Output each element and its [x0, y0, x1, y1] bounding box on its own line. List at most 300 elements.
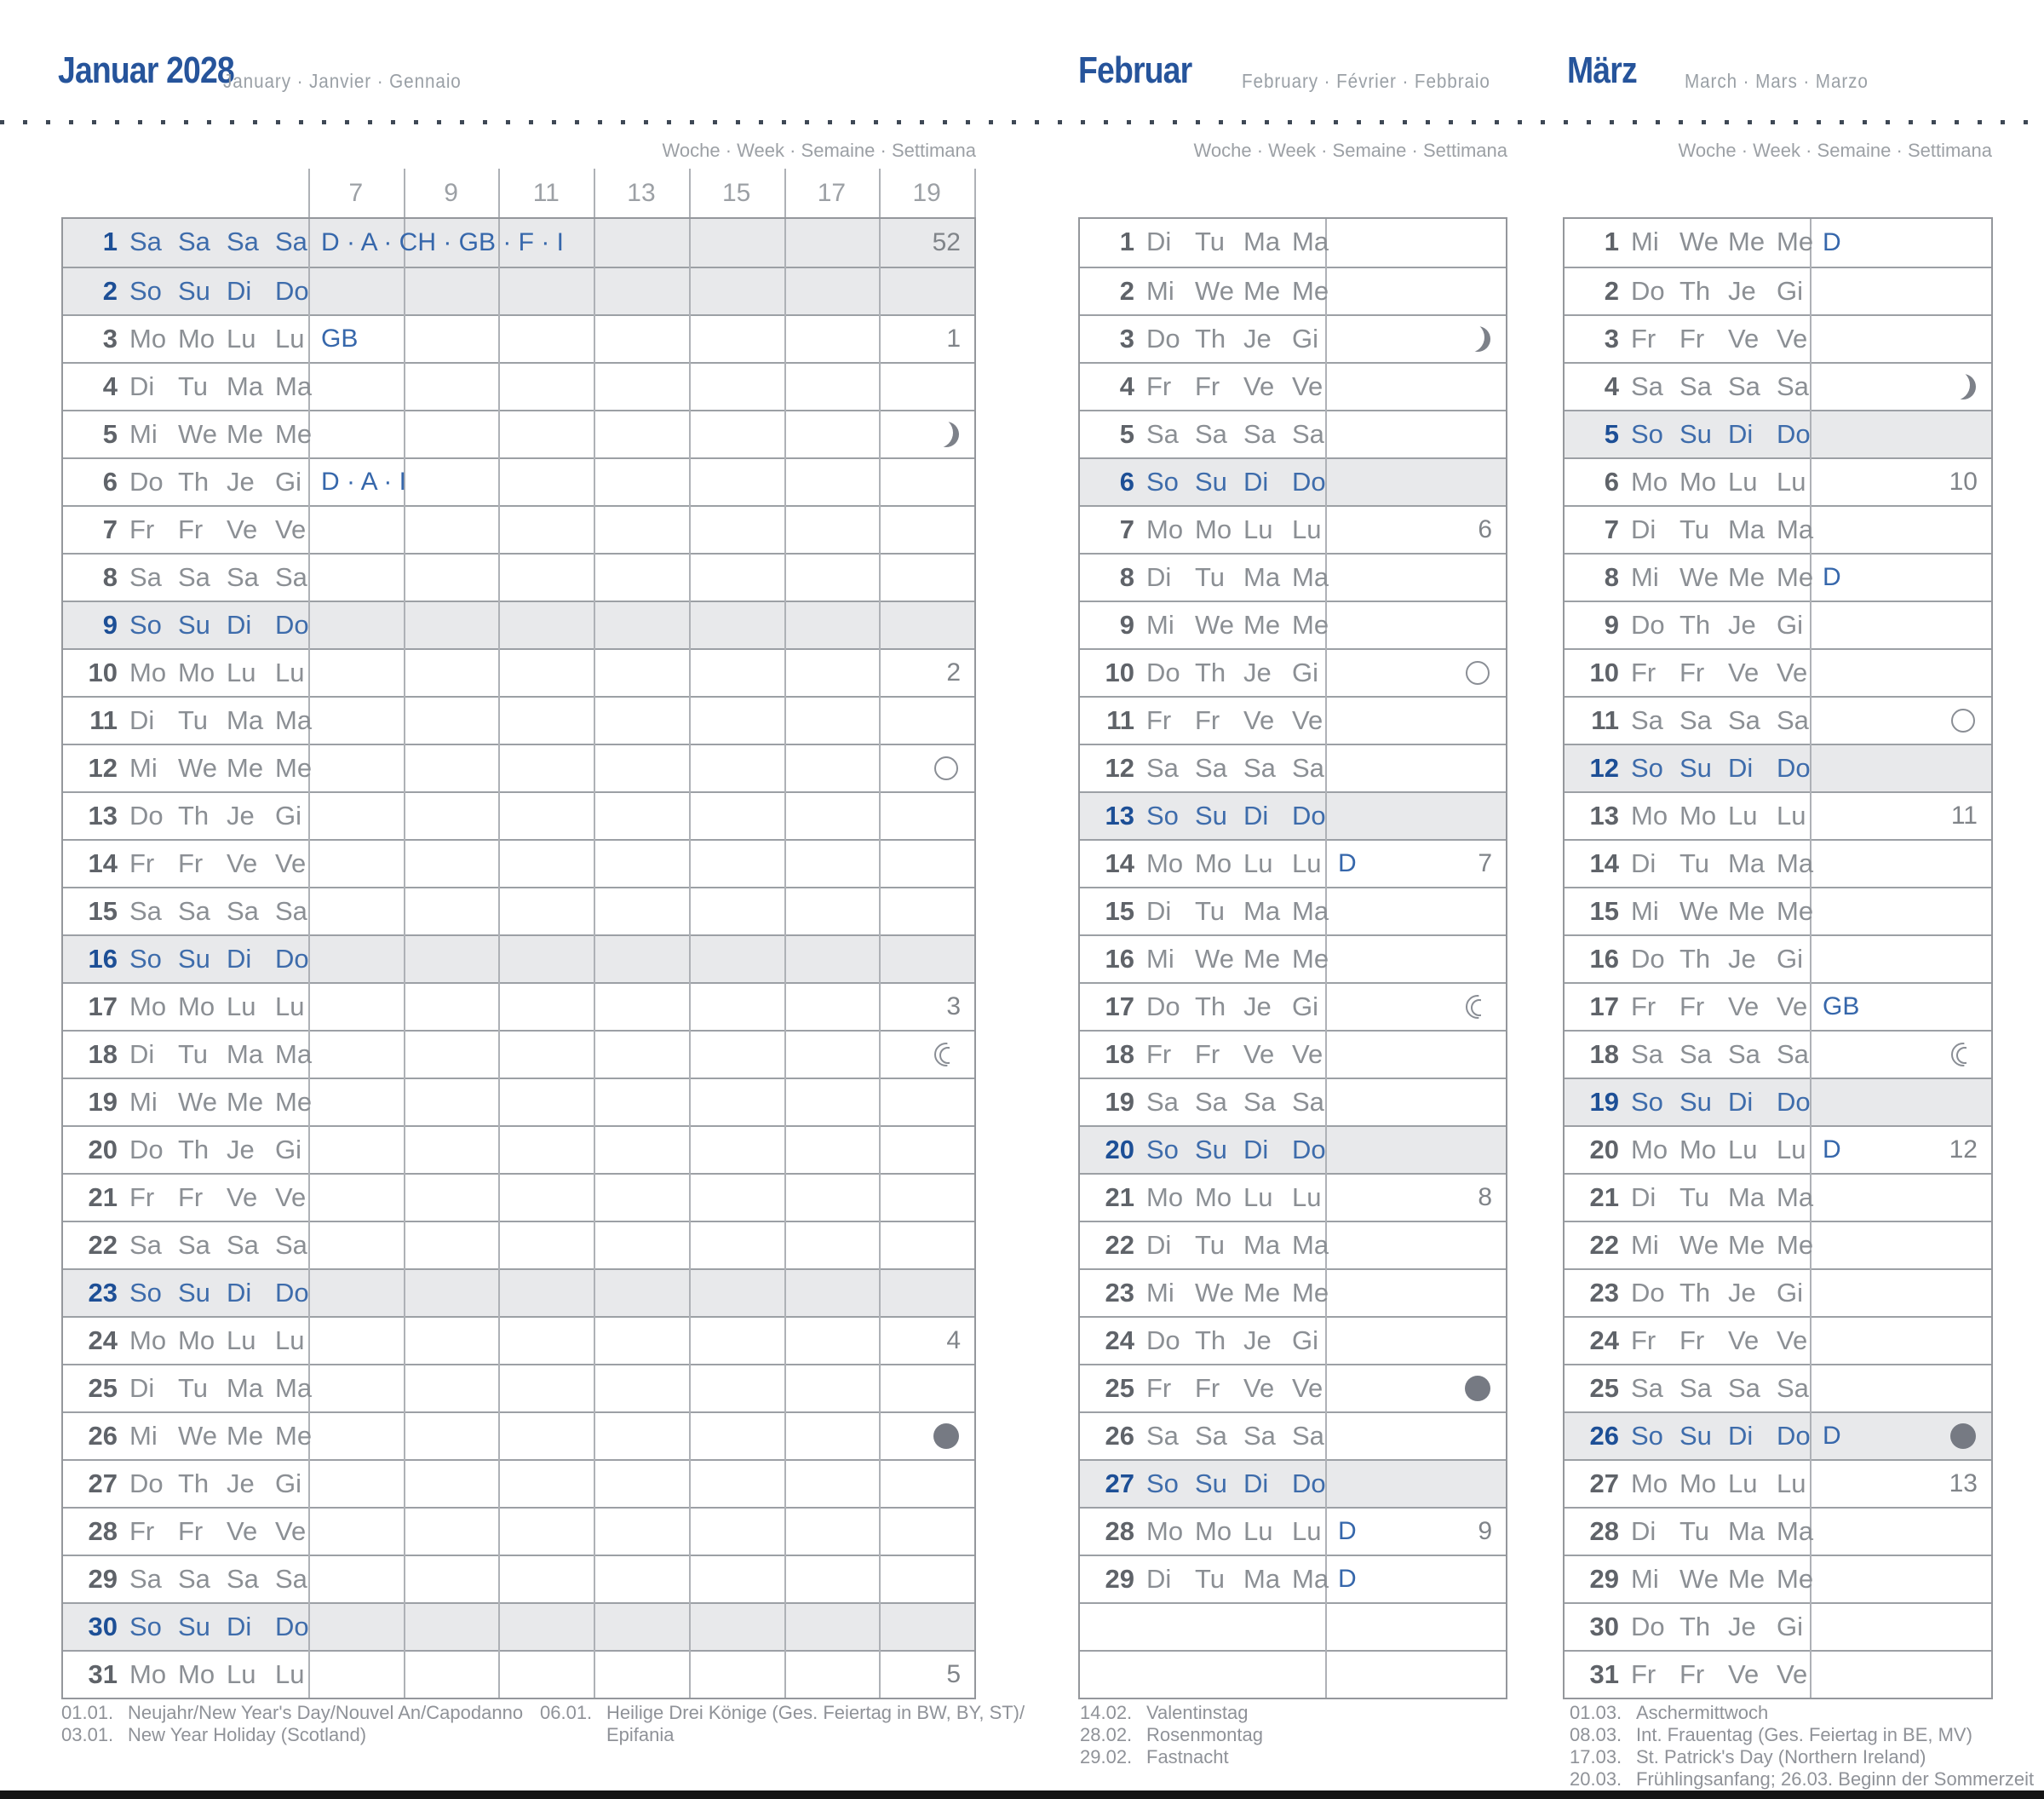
weekday-label: Fr — [1679, 658, 1705, 687]
weekday-label: Do — [129, 801, 164, 831]
weekday-label: Di — [1243, 1469, 1269, 1498]
weekday-label: Sa — [1679, 705, 1712, 735]
weekday-label: Ve — [275, 848, 307, 878]
weekday-label: Sa — [1195, 1087, 1227, 1117]
day-note-cell — [1325, 411, 1506, 457]
day-number: 21 — [88, 1182, 118, 1212]
calendar-day-row — [1080, 1316, 1506, 1364]
weekday-label: Ve — [1728, 991, 1760, 1021]
weekday-label: Je — [1243, 324, 1272, 353]
weekday-label: Th — [1679, 944, 1711, 974]
weekday-label: Je — [1728, 610, 1756, 640]
weekday-label: Do — [1292, 801, 1326, 831]
weekday-label: Do — [275, 1612, 309, 1641]
day-note-cell — [1325, 1079, 1506, 1125]
weekday-label: Sa — [178, 227, 210, 256]
calendar-day-row — [1080, 601, 1506, 648]
day-number: 20 — [88, 1135, 118, 1164]
weekday-label: Me — [227, 753, 264, 783]
calendar-day-row — [1080, 648, 1506, 696]
weekday-label: Lu — [1728, 801, 1758, 831]
weekday-label: Lu — [1243, 514, 1273, 544]
day-note-cell — [308, 698, 974, 744]
footnote-text: Neujahr/New Year's Day/Nouvel An/Capodanno — [128, 1702, 524, 1723]
weekday-label: Mo — [129, 324, 167, 353]
weekday-label: Sa — [1728, 1373, 1760, 1403]
weekday-label: Ma — [1243, 896, 1281, 926]
weekday-label: Me — [1777, 562, 1814, 592]
calendar-day-row — [1565, 887, 1991, 934]
weekday-label: Sa — [275, 562, 307, 592]
weekday-label: Lu — [1777, 467, 1806, 497]
weekday-label: Lu — [227, 991, 256, 1021]
weekday-label: We — [178, 419, 217, 449]
calendar-day-row — [63, 1364, 974, 1411]
weekday-label: Do — [1146, 658, 1180, 687]
day-note-cell — [1325, 650, 1506, 696]
weekday-label: Th — [1679, 610, 1711, 640]
calendar-day-row — [1565, 1602, 1991, 1650]
footnote — [61, 1724, 523, 1746]
holiday-country-codes: D — [1823, 563, 1841, 591]
day-note-cell — [308, 841, 974, 887]
day-number: 6 — [1604, 467, 1619, 497]
day-number: 20 — [1105, 1135, 1134, 1164]
weekday-label: Di — [227, 944, 252, 974]
weekday-label: Do — [275, 610, 309, 640]
calendar-day-row — [63, 791, 974, 839]
weekday-label: Lu — [1243, 1516, 1273, 1546]
weekday-label: Sa — [227, 896, 259, 926]
weekday-label: Lu — [275, 1659, 305, 1689]
weekday-label: Me — [1292, 944, 1329, 974]
day-number: 2 — [1604, 276, 1619, 306]
weekday-label: Do — [129, 1135, 164, 1164]
calendar-day-row — [1565, 744, 1991, 791]
weekday-label: Th — [1195, 991, 1226, 1021]
holiday-country-codes: D — [1338, 1565, 1357, 1593]
footnote-date: 20.03. — [1570, 1768, 1622, 1790]
weekday-label: Je — [1728, 944, 1756, 974]
footnote — [1570, 1768, 2034, 1790]
calendar-day-row — [1080, 267, 1506, 314]
weekday-label: Sa — [227, 227, 259, 256]
day-number: 10 — [1589, 658, 1619, 687]
calendar-day-row — [63, 1316, 974, 1364]
footnote-text: Epifania — [606, 1724, 675, 1745]
holiday-country-codes: GB — [321, 325, 359, 353]
week-number: 11 — [1950, 802, 1978, 830]
day-note-cell — [308, 219, 974, 267]
calendar-day-row — [1080, 457, 1506, 505]
weekday-label: We — [178, 1087, 217, 1117]
day-note-cell — [1325, 1365, 1506, 1411]
day-number: 23 — [1105, 1278, 1134, 1308]
month-title-february: Februar — [1078, 49, 1192, 91]
weekday-label: Do — [1146, 324, 1180, 353]
weekday-label: Mo — [1631, 467, 1668, 497]
day-note-cell — [308, 1032, 974, 1078]
week-number: 3 — [946, 992, 961, 1020]
weekday-label: Su — [178, 276, 210, 306]
weekday-label: Ma — [1728, 1182, 1766, 1212]
weekday-label: Gi — [275, 467, 301, 497]
weekday-label: Th — [1679, 1278, 1711, 1308]
weekday-label: Lu — [1777, 1469, 1806, 1498]
day-note-cell — [1325, 1509, 1506, 1555]
weekday-label: Th — [178, 801, 210, 831]
day-number: 9 — [102, 610, 118, 640]
new-moon-icon — [1463, 1374, 1492, 1403]
weekday-label: Mo — [178, 324, 215, 353]
weekday-label: Mo — [1679, 1469, 1717, 1498]
day-note-cell — [1810, 602, 1991, 648]
calendar-day-row — [63, 887, 974, 934]
week-number: 4 — [946, 1326, 961, 1354]
week-header-january: Woche · Week · Semaine · Settimana — [662, 140, 976, 161]
day-note-cell — [1810, 1604, 1991, 1650]
calendar-day-row — [1080, 744, 1506, 791]
weekday-label: Ve — [227, 514, 258, 544]
day-number: 12 — [88, 753, 118, 783]
day-note-cell — [308, 1079, 974, 1125]
weekday-label: Mi — [1146, 944, 1174, 974]
week-number: 52 — [932, 228, 961, 256]
weekday-label: Sa — [1728, 705, 1760, 735]
weekday-label: Di — [227, 276, 252, 306]
week-number: 5 — [946, 1660, 961, 1688]
day-number: 31 — [88, 1659, 118, 1689]
weekday-label: Ve — [1292, 1039, 1323, 1069]
calendar-day-row — [1080, 553, 1506, 601]
weekday-label: Sa — [1777, 1039, 1809, 1069]
weekday-label: Tu — [1679, 514, 1710, 544]
day-note-cell — [1325, 984, 1506, 1030]
calendar-day-row — [1565, 1411, 1991, 1459]
weekday-label: Me — [1728, 1230, 1766, 1260]
weekday-label: Sa — [1728, 1039, 1760, 1069]
day-number: 13 — [1105, 801, 1134, 831]
calendar-day-row — [63, 362, 974, 410]
hour-header-label: 15 — [722, 179, 751, 207]
calendar-day-row — [1080, 1125, 1506, 1173]
footnote — [1080, 1724, 1263, 1746]
weekday-label: Ma — [1243, 227, 1281, 256]
weekday-label: Mo — [1146, 514, 1184, 544]
weekday-label: Lu — [1777, 801, 1806, 831]
weekday-label: Do — [1631, 1612, 1665, 1641]
weekday-label: Me — [1728, 562, 1766, 592]
footnote-text: New Year Holiday (Scotland) — [128, 1724, 367, 1745]
day-note-cell — [1810, 1413, 1991, 1459]
weekday-label: Mo — [1631, 1469, 1668, 1498]
day-number: 24 — [1105, 1325, 1134, 1355]
weekday-label: So — [129, 944, 162, 974]
weekday-label: Fr — [129, 848, 155, 878]
weekday-label: Fr — [1631, 324, 1656, 353]
weekday-label: Mo — [129, 991, 167, 1021]
day-note-cell — [1325, 1461, 1506, 1507]
day-number: 12 — [1105, 753, 1134, 783]
weekday-label: Su — [1195, 467, 1227, 497]
weekday-label: We — [1195, 610, 1234, 640]
waxing-moon-icon — [1949, 372, 1978, 401]
calendar-day-row — [1080, 1602, 1506, 1650]
week-number: 2 — [946, 658, 961, 687]
weekday-label: Ve — [227, 848, 258, 878]
weekday-label: Do — [129, 1469, 164, 1498]
weekday-label: Fr — [1631, 1325, 1656, 1355]
weekday-label: Ve — [275, 514, 307, 544]
day-number: 22 — [1105, 1230, 1134, 1260]
weekday-label: Gi — [1777, 276, 1803, 306]
weekday-label: Tu — [1195, 1230, 1226, 1260]
day-note-cell — [1325, 316, 1506, 362]
weekday-label: Je — [1728, 276, 1756, 306]
weekday-label: Do — [1292, 1469, 1326, 1498]
day-number: 4 — [102, 371, 118, 401]
calendar-day-row — [1565, 314, 1991, 362]
day-number: 21 — [1105, 1182, 1134, 1212]
weekday-label: Sa — [129, 227, 162, 256]
weekday-label: Tu — [1679, 1182, 1710, 1212]
day-number: 1 — [1604, 227, 1619, 256]
weekday-label: Fr — [1631, 1659, 1656, 1689]
day-note-cell — [1810, 1222, 1991, 1268]
day-number: 15 — [1105, 896, 1134, 926]
weekday-label: Gi — [1292, 658, 1318, 687]
weekday-label: Sa — [1243, 1421, 1276, 1451]
footnote — [1570, 1724, 2034, 1746]
full-moon-icon — [932, 754, 961, 783]
day-number: 2 — [102, 276, 118, 306]
weekday-label: Fr — [1631, 658, 1656, 687]
day-number: 19 — [1589, 1087, 1619, 1117]
weekday-label: Di — [1631, 1182, 1656, 1212]
calendar-day-row — [1080, 314, 1506, 362]
weekday-label: Me — [275, 753, 313, 783]
weekday-label: Fr — [1679, 324, 1705, 353]
footnote-date: 01.01. — [61, 1702, 114, 1723]
hour-header-label: 11 — [532, 179, 560, 207]
day-number: 16 — [1589, 944, 1619, 974]
calendar-day-row — [63, 1173, 974, 1221]
weekday-label: Mi — [1631, 896, 1659, 926]
day-number: 7 — [1119, 514, 1134, 544]
day-number: 1 — [102, 227, 118, 256]
weekday-label: Ve — [227, 1516, 258, 1546]
weekday-label: Ma — [1777, 848, 1814, 878]
weekday-label: Je — [1728, 1278, 1756, 1308]
footnotes-february — [1080, 1702, 1263, 1768]
weekday-label: Fr — [1679, 1325, 1705, 1355]
weekday-label: Do — [1146, 991, 1180, 1021]
weekday-label: Je — [227, 801, 255, 831]
weekday-label: Me — [1292, 610, 1329, 640]
waning-moon-icon — [932, 1040, 961, 1069]
day-number: 29 — [1105, 1564, 1134, 1594]
weekday-label: Ma — [1243, 1230, 1281, 1260]
day-number: 26 — [88, 1421, 118, 1451]
day-number: 10 — [88, 658, 118, 687]
weekday-label: Ma — [227, 705, 264, 735]
day-note-cell — [1810, 841, 1991, 887]
holiday-country-codes: D — [1823, 1135, 1841, 1164]
weekday-label: Me — [227, 1087, 264, 1117]
day-number: 15 — [88, 896, 118, 926]
weekday-label: Su — [178, 944, 210, 974]
weekday-label: Mi — [129, 1087, 158, 1117]
weekday-label: Do — [1631, 1278, 1665, 1308]
day-number: 11 — [89, 705, 118, 735]
calendar-day-row — [1565, 601, 1991, 648]
day-number: 6 — [1119, 467, 1134, 497]
weekday-label: Mo — [1195, 848, 1232, 878]
calendar-day-row — [63, 601, 974, 648]
weekday-label: Me — [275, 1421, 313, 1451]
calendar-day-row — [63, 1078, 974, 1125]
day-note-cell — [1810, 459, 1991, 505]
month-subtitle-march: March · Mars · Marzo — [1685, 70, 1869, 92]
day-note-cell — [1810, 1127, 1991, 1173]
calendar-day-row — [1080, 362, 1506, 410]
weekday-label: So — [1631, 1421, 1663, 1451]
footnote-text: Aschermittwoch — [1636, 1702, 1769, 1723]
weekday-label: Sa — [275, 896, 307, 926]
day-number: 26 — [1589, 1421, 1619, 1451]
weekday-label: Sa — [1728, 371, 1760, 401]
day-note-cell — [308, 1365, 974, 1411]
weekday-label: Di — [1728, 1421, 1754, 1451]
weekday-label: Di — [227, 1278, 252, 1308]
calendar-day-row — [1565, 1221, 1991, 1268]
weekday-label: So — [1631, 1087, 1663, 1117]
weekday-label: Di — [227, 610, 252, 640]
weekday-label: Do — [1292, 1135, 1326, 1164]
day-note-cell — [1325, 602, 1506, 648]
weekday-label: Sa — [1243, 419, 1276, 449]
weekday-label: Tu — [178, 1373, 209, 1403]
weekday-label: Ve — [1243, 705, 1275, 735]
weekday-label: So — [129, 1612, 162, 1641]
weekday-label: Gi — [1292, 324, 1318, 353]
day-note-cell — [1810, 1461, 1991, 1507]
calendar-day-row — [63, 1221, 974, 1268]
new-moon-icon — [1949, 1422, 1978, 1451]
calendar-day-row — [1565, 1459, 1991, 1507]
weekday-label: Ma — [1777, 514, 1814, 544]
weekday-label: Sa — [1292, 419, 1324, 449]
week-number: 6 — [1478, 515, 1492, 543]
calendar-day-row — [1565, 1316, 1991, 1364]
weekday-label: Lu — [1292, 514, 1322, 544]
day-number: 25 — [1589, 1373, 1619, 1403]
weekday-label: Fr — [1146, 1039, 1172, 1069]
day-note-cell — [308, 984, 974, 1030]
weekday-label: Su — [1195, 801, 1227, 831]
weekday-label: Mi — [1631, 1230, 1659, 1260]
hour-scale-header — [61, 169, 976, 217]
weekday-label: Sa — [178, 896, 210, 926]
weekday-label: Di — [129, 1039, 155, 1069]
day-note-cell — [1325, 888, 1506, 934]
day-note-cell — [1810, 1509, 1991, 1555]
weekday-label: Sa — [1146, 419, 1179, 449]
weekday-label: Gi — [1777, 1278, 1803, 1308]
footnote — [540, 1724, 1025, 1746]
weekday-label: Me — [1777, 1564, 1814, 1594]
weekday-label: Sa — [275, 227, 307, 256]
day-note-cell — [1325, 1222, 1506, 1268]
weekday-label: Do — [1631, 610, 1665, 640]
day-number: 30 — [88, 1612, 118, 1641]
day-note-cell — [308, 268, 974, 314]
weekday-label: Di — [129, 371, 155, 401]
day-number: 27 — [1589, 1469, 1619, 1498]
weekday-label: Lu — [1243, 848, 1273, 878]
weekday-label: Ve — [1243, 371, 1275, 401]
day-number: 23 — [88, 1278, 118, 1308]
weekday-label: Tu — [1195, 1564, 1226, 1594]
weekday-label: We — [1679, 1564, 1719, 1594]
day-note-cell — [1810, 1652, 1991, 1698]
calendar-day-row — [63, 696, 974, 744]
weekday-label: Mo — [1146, 1516, 1184, 1546]
day-number: 19 — [1105, 1087, 1134, 1117]
weekday-label: Ma — [227, 371, 264, 401]
day-note-cell — [1325, 936, 1506, 982]
day-note-cell — [1325, 459, 1506, 505]
day-number: 24 — [1589, 1325, 1619, 1355]
day-note-cell — [1325, 364, 1506, 410]
day-note-cell — [308, 364, 974, 410]
day-number: 9 — [1119, 610, 1134, 640]
weekday-label: Ve — [1777, 1325, 1808, 1355]
footnotes-march — [1570, 1702, 2034, 1790]
weekday-label: Ma — [1728, 848, 1766, 878]
weekday-label: Ve — [1728, 658, 1760, 687]
weekday-label: Me — [1243, 610, 1281, 640]
calendar-day-row — [63, 648, 974, 696]
weekday-label: Lu — [227, 658, 256, 687]
month-subtitle-february: February · Février · Febbraio — [1242, 70, 1490, 92]
weekday-label: Sa — [1146, 753, 1179, 783]
day-note-cell — [308, 1318, 974, 1364]
day-note-cell — [1810, 984, 1991, 1030]
calendar-day-row — [1565, 410, 1991, 457]
weekday-label: So — [1146, 467, 1179, 497]
weekday-label: Ma — [275, 371, 313, 401]
day-note-cell — [1810, 698, 1991, 744]
day-number: 13 — [1589, 801, 1619, 831]
weekday-label: Sa — [1243, 753, 1276, 783]
weekday-label: Ma — [1777, 1182, 1814, 1212]
day-note-cell — [1325, 1413, 1506, 1459]
calendar-day-row — [1080, 219, 1506, 267]
calendar-day-row — [1080, 1268, 1506, 1316]
day-number: 8 — [102, 562, 118, 592]
hour-header-tick — [879, 169, 881, 217]
footnotes-january-col2 — [540, 1702, 1025, 1746]
day-note-cell — [1325, 793, 1506, 839]
day-note-cell — [1325, 1175, 1506, 1221]
weekday-label: Sa — [1146, 1087, 1179, 1117]
weekday-label: Sa — [1679, 1373, 1712, 1403]
day-note-cell — [308, 936, 974, 982]
weekday-label: Th — [178, 1135, 210, 1164]
weekday-label: Lu — [275, 1325, 305, 1355]
calendar-day-row — [1565, 553, 1991, 601]
